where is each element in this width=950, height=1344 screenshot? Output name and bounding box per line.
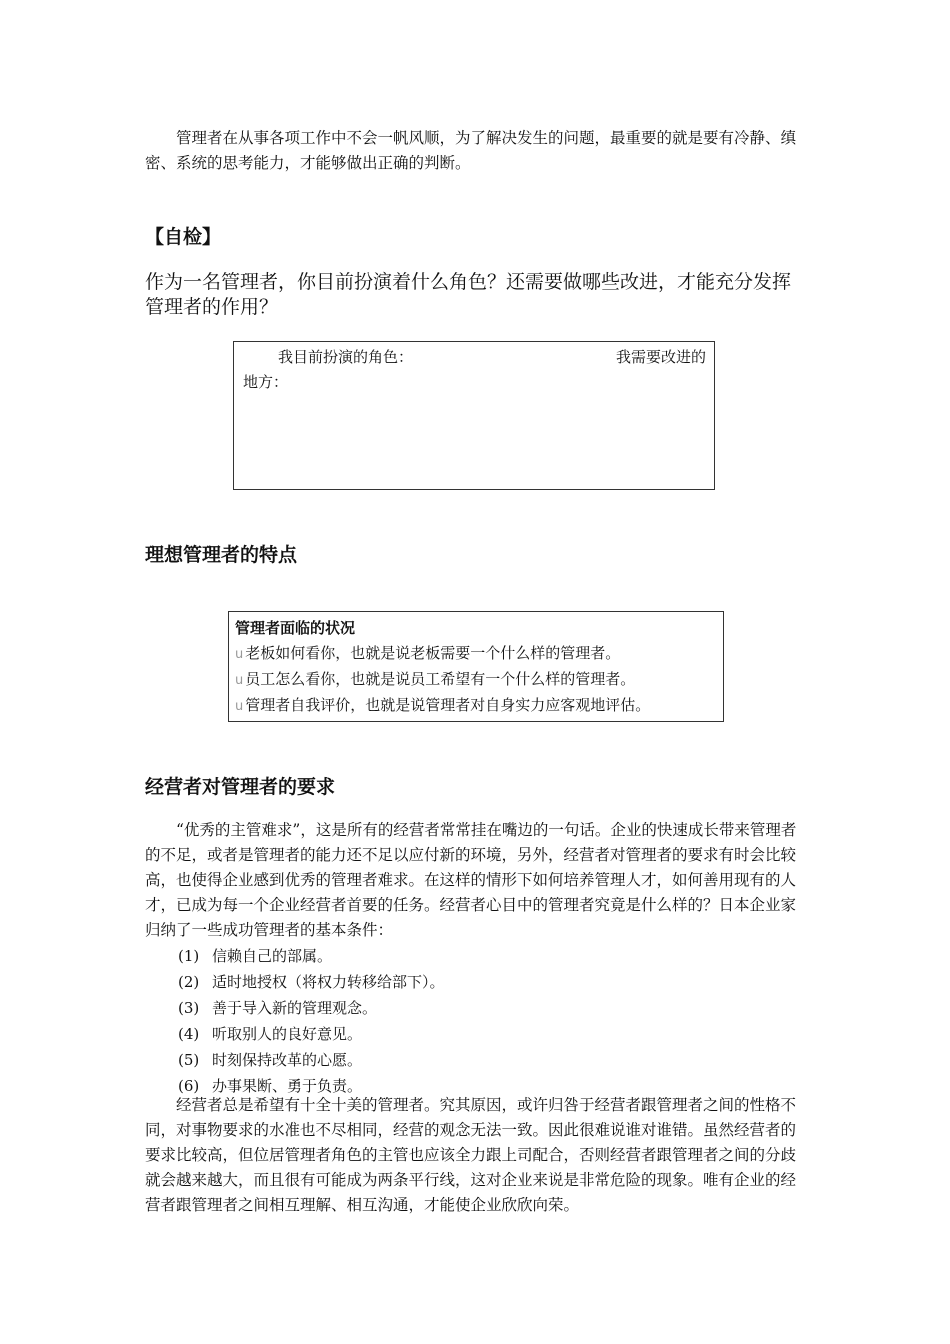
closing-paragraph: 经营者总是希望有十全十美的管理者。究其原因，或许归咎于经营者跟管理者之间的性格不同，对事物要求的水准也不尽相同，经营的观念无法一致。因此很难说谁对谁错。虽然经营者的要求比较高，但位居管理者角色的主管也应该全力跟上司配合，否则经营者跟管理者之间的分歧就会越来越大，而且很有可能成为两条平行线，这对企业来说是非常危险的现象。唯有企业的经营者跟管理者之间相互理解、相互沟通，才能使企业欣欣向荣。 xyxy=(145,1096,797,1214)
ideal-manager-heading: 理想管理者的特点 xyxy=(145,544,298,566)
list-item: (2) 适时地授权（将权力转移给部下）。 xyxy=(178,973,445,991)
improve-label: 我需要改进的 xyxy=(615,348,706,366)
list-item: (4) 听取别人的良好意见。 xyxy=(178,1025,363,1043)
list-item: (5) 时刻保持改革的心愿。 xyxy=(178,1051,363,1069)
self-check-heading: 【自检】 xyxy=(145,226,222,248)
intro-paragraph: 管理者在从事各项工作中不会一帆风顺，为了解决发生的问题，最重要的就是要有冷静、缜密、系统的思考能力，才能够做出正确的判断。 xyxy=(145,129,797,172)
conditions-list xyxy=(178,943,445,1099)
bullet-icon: u xyxy=(235,647,244,662)
manager-situation-box xyxy=(228,611,724,722)
list-item: (1) 信赖自己的部属。 xyxy=(178,947,333,965)
bullet-icon: u xyxy=(235,699,244,714)
situation-item: u 员工怎么看你，也就是说员工希望有一个什么样的管理者。 xyxy=(235,670,636,688)
role-label: 我目前扮演的角色： xyxy=(278,348,414,366)
situation-item: u 管理者自我评价，也就是说管理者对自身实力应客观地评估。 xyxy=(235,696,651,714)
self-check-question: 作为一名管理者，你目前扮演着什么角色？还需要做哪些改进，才能充分发挥管理者的作用？ xyxy=(145,271,792,318)
situation-item: u 老板如何看你，也就是说老板需要一个什么样的管理者。 xyxy=(235,644,621,662)
self-check-answer-box xyxy=(233,341,715,490)
requirements-paragraph: “优秀的主管难求”，这是所有的经营者常常挂在嘴边的一句话。企业的快速成长带来管理者的不足，或者是管理者的能力还不足以应付新的环境，另外，经营者对管理者的要求有时会比较高，也使得企业感到优秀的管理者难求。在这样的情形下如何培养管理人才，如何善用现有的人才，已成为每一个企业经营者首要的任务。经营者心目中的管理者究竟是什么样的？日本企业家归纳了一些成功管理者的基本条件： xyxy=(145,821,797,939)
list-item: (6) 办事果断、勇于负责。 xyxy=(178,1077,363,1095)
list-item: (3) 善于导入新的管理观念。 xyxy=(178,999,378,1017)
bullet-icon: u xyxy=(235,673,244,688)
situation-box-title: 管理者面临的状况 xyxy=(235,619,356,637)
improve-label-continued: 地方： xyxy=(243,373,289,391)
requirements-heading: 经营者对管理者的要求 xyxy=(145,776,336,798)
